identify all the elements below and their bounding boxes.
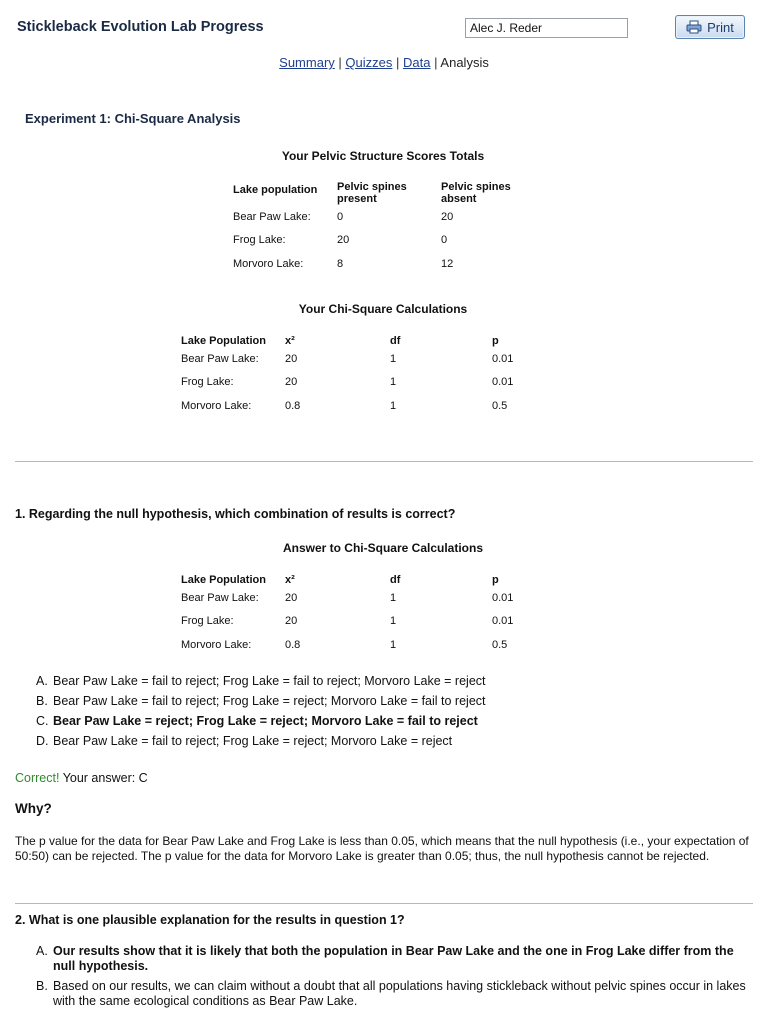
why-heading: Why? [15, 801, 52, 816]
scores-table-caption: Your Pelvic Structure Scores Totals [281, 149, 485, 163]
experiment-title: Experiment 1: Chi-Square Analysis [25, 111, 241, 126]
table-cell: 20 [337, 234, 350, 247]
col-header: df [390, 335, 401, 347]
col-header: p [492, 335, 499, 347]
table-cell: 12 [441, 257, 454, 270]
table-cell: Frog Lake: [181, 376, 234, 389]
col-header: Lake Population [181, 574, 266, 586]
table-cell: 0.5 [492, 399, 508, 412]
col-header: x² [285, 335, 295, 347]
table-row [181, 586, 532, 610]
table-cell: 0.01 [492, 615, 514, 628]
table-cell: Frog Lake: [233, 234, 286, 247]
table-cell: 0.8 [285, 399, 301, 412]
option-letter: C. [36, 714, 49, 728]
table-row [233, 229, 531, 253]
option-b[interactable] [36, 979, 752, 1009]
table-cell: 0.5 [492, 638, 508, 651]
table-cell: Frog Lake: [181, 615, 234, 628]
student-name-field[interactable] [465, 18, 628, 38]
table-cell: 20 [285, 615, 298, 628]
option-a[interactable] [36, 674, 736, 689]
section-nav [0, 55, 768, 70]
nav-separator: | [434, 55, 438, 70]
table-row [181, 610, 532, 634]
table-cell: Bear Paw Lake: [181, 591, 259, 604]
nav-link-summary[interactable]: Summary [279, 55, 335, 70]
table-cell: 20 [285, 591, 298, 604]
table-row [233, 205, 531, 229]
option-text: Bear Paw Lake = fail to reject; Frog Lake = fail to reject; Morvoro Lake = reject [53, 674, 486, 688]
table-cell: 1 [390, 591, 397, 604]
option-d[interactable] [36, 734, 736, 749]
printer-icon [686, 20, 702, 34]
option-text: Based on our results, we can claim without a doubt that all populations having stickleback without pelvic spines occur in lakes with the same ecological conditions as Bear Paw Lake. [53, 979, 746, 1008]
answer-feedback [15, 771, 148, 785]
table-cell: 8 [337, 257, 344, 270]
col-header: Pelvic spines present [337, 181, 407, 205]
divider [15, 903, 753, 904]
col-header: Lake Population [181, 335, 266, 347]
page-title: Stickleback Evolution Lab Progress [17, 19, 264, 35]
feedback-answer: Your answer: C [62, 771, 148, 785]
col-header: Pelvic spines absent [441, 181, 511, 205]
table-cell: Bear Paw Lake: [233, 210, 311, 223]
option-letter: B. [36, 694, 48, 708]
table-row [181, 347, 532, 371]
table-cell: 1 [390, 376, 397, 389]
option-letter: A. [36, 944, 48, 958]
table-cell: 1 [390, 399, 397, 412]
nav-link-data[interactable]: Data [403, 55, 431, 70]
chi-table-caption: Your Chi-Square Calculations [298, 302, 468, 316]
table-cell: 20 [285, 352, 298, 365]
question-2-options [36, 944, 752, 1014]
table-cell: 0 [337, 210, 344, 223]
table-cell: 20 [441, 210, 454, 223]
divider [15, 461, 753, 462]
question-2-text: 2. What is one plausible explanation for the results in question 1? [15, 913, 405, 927]
table-cell: Morvoro Lake: [181, 638, 252, 651]
option-letter: A. [36, 674, 48, 688]
answer-table-caption: Answer to Chi-Square Calculations [282, 541, 484, 555]
table-row [233, 252, 531, 276]
nav-current-analysis: Analysis [440, 55, 489, 70]
option-text: Bear Paw Lake = fail to reject; Frog Lake = reject; Morvoro Lake = reject [53, 734, 453, 748]
nav-separator: | [338, 55, 342, 70]
option-c-selected[interactable] [36, 714, 736, 729]
table-cell: 0.01 [492, 352, 514, 365]
table-cell: 0.01 [492, 376, 514, 389]
table-cell: 1 [390, 352, 397, 365]
table-cell: 0 [441, 234, 448, 247]
table-cell: Bear Paw Lake: [181, 352, 259, 365]
explanation-text: The p value for the data for Bear Paw Lake and Frog Lake is less than 0.05, which means that the null hypothesis (i.e., your expectation of 50:50) can be rejected. The p value for the data for Morvoro Lake is greater than 0.05; thus, the null hypothesis cannot be rejected. [15, 834, 749, 863]
option-letter: B. [36, 979, 48, 993]
table-cell: 0.8 [285, 638, 301, 651]
table-cell: Morvoro Lake: [181, 399, 252, 412]
nav-link-quizzes[interactable]: Quizzes [345, 55, 393, 70]
table-row [181, 633, 532, 657]
print-label: Print [707, 19, 734, 35]
table-row [181, 371, 532, 395]
col-header: p [492, 574, 499, 586]
col-header: x² [285, 574, 295, 586]
col-header: df [390, 574, 401, 586]
feedback-status: Correct! [15, 771, 60, 785]
table-cell: 0.01 [492, 591, 514, 604]
scores-table [233, 175, 531, 276]
option-b[interactable] [36, 694, 736, 709]
option-text: Bear Paw Lake = fail to reject; Frog Lake = reject; Morvoro Lake = fail to reject [53, 694, 486, 708]
table-cell: 1 [390, 615, 397, 628]
table-row [181, 394, 532, 418]
table-cell: 20 [285, 376, 298, 389]
chi-square-table [181, 325, 532, 418]
question-1-text: 1. Regarding the null hypothesis, which combination of results is correct? [15, 507, 456, 521]
option-text: Our results show that it is likely that both the population in Bear Paw Lake and the one in Frog Lake differ from the null hypothesis. [53, 944, 734, 973]
option-a-selected[interactable] [36, 944, 752, 974]
table-cell: 1 [390, 638, 397, 651]
option-letter: D. [36, 734, 49, 748]
answer-chi-square-table [181, 564, 532, 657]
option-text: Bear Paw Lake = reject; Frog Lake = reject; Morvoro Lake = fail to reject [53, 714, 478, 728]
nav-separator: | [396, 55, 400, 70]
col-header: Lake population [233, 184, 318, 196]
table-cell: Morvoro Lake: [233, 257, 304, 270]
print-button[interactable] [675, 15, 745, 39]
question-1-options [36, 674, 736, 754]
